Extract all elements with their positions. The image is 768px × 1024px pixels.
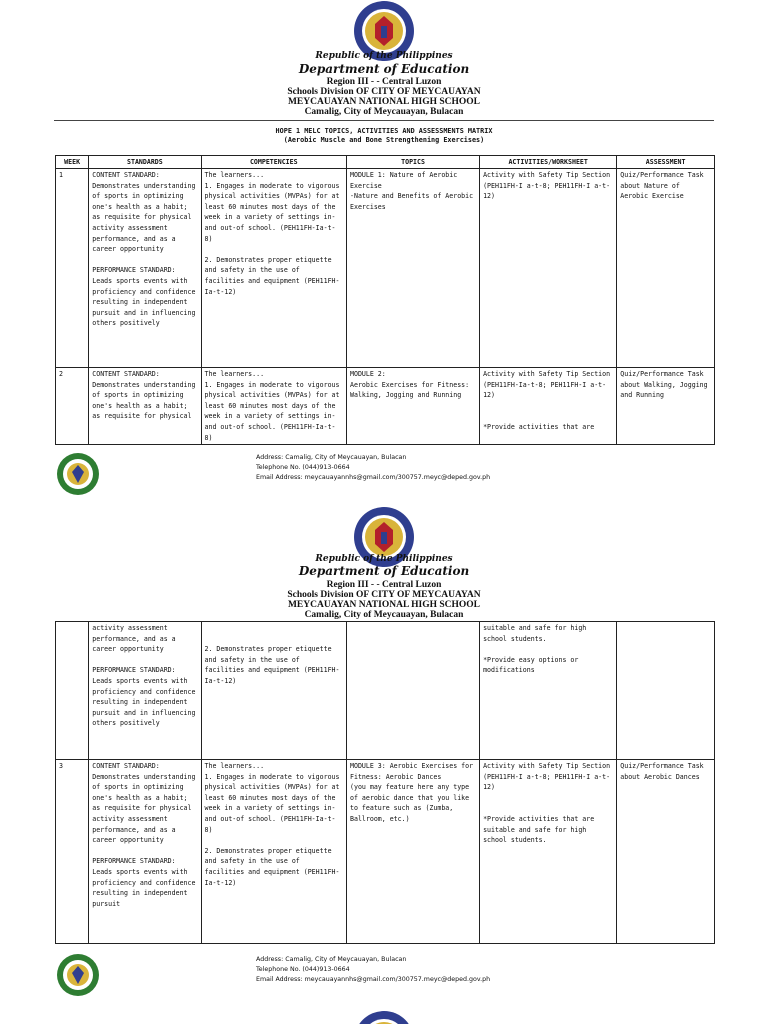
activities-cell <box>480 368 617 445</box>
region-text: Region III - - Central Luzon <box>326 580 442 590</box>
topics-value: MODULE 3: Aerobic Exercises for Fitness: Aerobic Dances (you may feature here any type of aerobic dance that you like to feature such as (Zumba, Ballroom, etc.) <box>350 762 474 823</box>
topics-cell <box>347 760 480 944</box>
assessment-value: Quiz/Performance Task about Nature of Aerobic Exercise <box>620 171 708 201</box>
footer-email[interactable]: Email Address: meycauayannhs@gmail.com/300757.meyc@deped.gov.ph <box>256 976 491 983</box>
table-row <box>56 368 715 445</box>
week-cell <box>56 368 89 445</box>
header-competencies: COMPETENCIES <box>201 156 347 169</box>
footer-email[interactable]: Email Address: meycauayannhs@gmail.com/300757.meyc@deped.gov.ph <box>256 474 491 481</box>
week-value: 1 <box>59 171 63 179</box>
competencies-value: The learners... 1. Engages in moderate to vigorous physical activities (MVPAs) for at least 60 minutes most days of the week in a variety of settings in- and out-of school. (PEH11FH-Ia-t-8) 2. Demonstrates proper etiquette and safety in the use of facilities and equipment (PEH11FH-Ia-t-12) <box>204 171 340 296</box>
header-assessment: ASSESSMENT <box>617 156 715 169</box>
topics-cell <box>347 622 480 760</box>
week-cell <box>56 169 89 368</box>
document-title: HOPE 1 MELC TOPICS, ACTIVITIES AND ASSESSMENTS MATRIX <box>275 127 493 135</box>
competencies-cell <box>201 622 347 760</box>
topics-cell <box>347 169 480 368</box>
location-text: Camalig, City of Meycauayan, Bulacan <box>304 107 464 117</box>
assessment-cell <box>617 368 715 445</box>
division-text: Schools Division OF CITY OF MEYCAUAYAN <box>287 590 481 600</box>
activities-cell <box>480 622 617 760</box>
competencies-value: The learners... 1. Engages in moderate to vigorous physical activities (MVPAs) for at least 60 minutes most days of the week in a variety of settings in- and out-of school. (PEH11FH-Ia-t-8) 2. Demonstrates proper etiquette and safety in the use of facilities and equipment (PEH11FH-Ia-t-12) <box>204 762 340 887</box>
region-text: Region III - - Central Luzon <box>326 77 442 87</box>
activities-cell <box>480 760 617 944</box>
header-week: WEEK <box>56 156 89 169</box>
table-row <box>56 169 715 368</box>
assessment-value: Quiz/Performance Task about Walking, Jogging and Running <box>620 370 712 400</box>
topics-cell <box>347 368 480 445</box>
school-logo-icon <box>56 452 100 496</box>
competencies-cell <box>201 760 347 944</box>
matrix-table-page1 <box>55 155 715 445</box>
table-header-row <box>56 156 715 169</box>
deped-seal-icon <box>353 1010 415 1024</box>
topics-value: MODULE 2: Aerobic Exercises for Fitness: Walking, Jogging and Running <box>350 370 470 400</box>
activities-value: suitable and safe for high school students. *Provide easy options or modifications <box>483 624 587 675</box>
location-text: Camalig, City of Meycauayan, Bulacan <box>304 610 464 620</box>
standards-cell <box>89 760 201 944</box>
assessment-value: Quiz/Performance Task about Aerobic Dances <box>620 762 708 781</box>
activities-value: Activity with Safety Tip Section (PEH11FH-I a-t-8; PEH11FH-I a-t-12) <box>483 171 615 201</box>
school-logo-icon <box>56 953 100 997</box>
standards-value: CONTENT STANDARD: Demonstrates understanding of sports in optimizing one's health as a habit; as requisite for physical activity assessment performance, and as a career opportunity PERFORMANCE STANDARD: Leads sports events with proficiency and confidence resulting in independent pursuit and in influencing others positively <box>92 171 196 328</box>
standards-cell <box>89 169 201 368</box>
standards-value: CONTENT STANDARD: Demonstrates understanding of sports in optimizing one's health as a habit; as requisite for physical activity assessment performance, and as a career opportunity PERFORMANCE STANDARD: Leads sports events with proficiency and confidence resulting in independent pursuit <box>92 762 196 908</box>
topics-value: MODULE 1: Nature of Aerobic Exercise -Nature and Benefits of Aerobic Exercises <box>350 171 474 211</box>
standards-cell <box>89 368 201 445</box>
activities-value: Activity with Safety Tip Section (PEH11FH-I a-t-8; PEH11FH-I a-t-12) *Provide activities that are suitable and safe for high school students. <box>483 762 611 845</box>
division-text: Schools Division OF CITY OF MEYCAUAYAN <box>287 87 481 97</box>
week-value: 3 <box>59 762 63 770</box>
table-row <box>56 760 715 944</box>
matrix-table-page2 <box>55 621 715 944</box>
footer-address: Address: Camalig, City of Meycauayan, Bulacan <box>256 454 407 461</box>
standards-value: activity assessment performance, and as a career opportunity PERFORMANCE STANDARD: Leads sports events with proficiency and confidence resulting in independent pursuit and in influencing others positively <box>92 624 196 728</box>
week-cell <box>56 760 89 944</box>
footer-address: Address: Camalig, City of Meycauayan, Bulacan <box>256 956 407 963</box>
standards-cell <box>89 622 201 760</box>
competencies-cell <box>201 169 347 368</box>
department-text: Department of Education <box>298 564 470 578</box>
school-name: MEYCAUAYAN NATIONAL HIGH SCHOOL <box>287 600 481 610</box>
header-divider <box>54 120 714 121</box>
week-value: 2 <box>59 370 63 378</box>
republic-text: Republic of the Philippines <box>315 51 453 61</box>
school-name: MEYCAUAYAN NATIONAL HIGH SCHOOL <box>287 97 481 107</box>
activities-cell <box>480 169 617 368</box>
competencies-value: 2. Demonstrates proper etiquette and safety in the use of facilities and equipment (PEH11FH-Ia-t-12) <box>204 645 340 685</box>
week-cell <box>56 622 89 760</box>
republic-text: Republic of the Philippines <box>315 554 453 564</box>
competencies-cell <box>201 368 347 445</box>
standards-value: CONTENT STANDARD: Demonstrates understanding of sports in optimizing one's health as a habit; as requisite for physical <box>92 370 196 421</box>
table-row <box>56 622 715 760</box>
assessment-cell <box>617 169 715 368</box>
header-standards: STANDARDS <box>89 156 201 169</box>
footer-telephone: Telephone No. (044)913-0664 <box>256 966 350 973</box>
department-text: Department of Education <box>298 62 470 76</box>
header-activities: ACTIVITIES/WORKSHEET <box>480 156 617 169</box>
document-subtitle: (Aerobic Muscle and Bone Strengthening Exercises) <box>283 136 485 144</box>
header-topics: TOPICS <box>347 156 480 169</box>
assessment-cell <box>617 622 715 760</box>
activities-value: Activity with Safety Tip Section (PEH11FH-Ia-t-8; PEH11FH-I a-t-12) *Provide activities that are <box>483 370 611 431</box>
footer-telephone: Telephone No. (044)913-0664 <box>256 464 350 471</box>
assessment-cell <box>617 760 715 944</box>
competencies-value: The learners... 1. Engages in moderate to vigorous physical activities (MVPAs) for at least 60 minutes most days of the week in a variety of settings in- and out-of school. (PEH11FH-Ia-t-8) <box>204 370 340 442</box>
